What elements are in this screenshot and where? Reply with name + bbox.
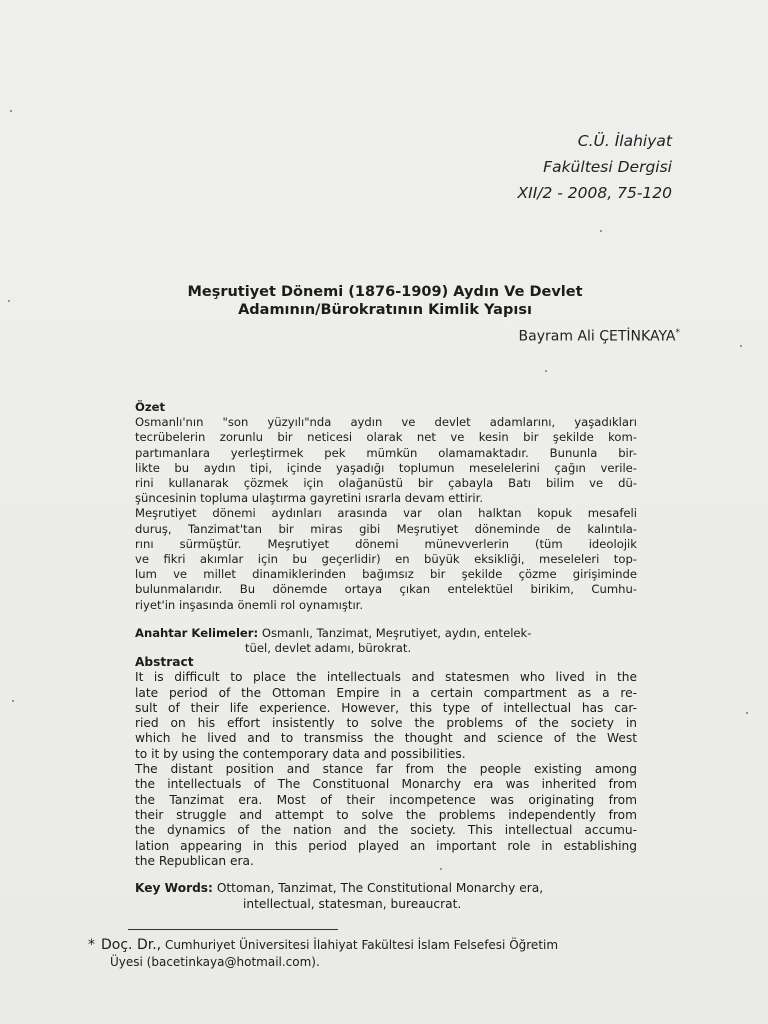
journal-subtitle-line: Fakültesi Dergisi: [543, 158, 672, 176]
key-words-section: [135, 880, 637, 912]
abstract-line: their struggle and attempt to solve the problems independently from: [135, 807, 637, 822]
ozet-line: rini kullanarak çözmek için olağanüstü bir çabayla Batı bilim ve dü-: [135, 476, 637, 491]
key-words-line-1: [135, 880, 637, 896]
journal-name-line: C.Ü. İlahiyat: [577, 132, 672, 150]
key-words-line-2: [135, 896, 637, 912]
abstract-line: lation appearing in this period played an important role in establishing: [135, 838, 637, 853]
key-words-label: Key Words:: [135, 881, 213, 895]
ozet-line: lum ve millet dinamiklerinden bağımsız bir şekilde çözme girişiminde: [135, 567, 637, 582]
scan-speck: [8, 300, 10, 302]
footnote-line-2: Üyesi (bacetinkaya@hotmail.com).: [110, 955, 320, 969]
article-author: [519, 328, 680, 345]
ozet-line: riyet'in inşasında önemli rol oynamıştır.: [135, 597, 364, 612]
abstract-heading: Abstract: [135, 655, 194, 669]
abstract-line: to it by using the contemporary data and possibilities.: [135, 746, 466, 761]
ozet-paragraph: [135, 415, 637, 613]
ozet-line: partımanlara yerleştirmek pek mümkün olamamaktadır. Bununla bir-: [135, 445, 637, 460]
abstract-line: It is difficult to place the intellectuals and statesmen who lived in the: [135, 670, 637, 685]
author-name: Bayram Ali ÇETİNKAYA: [518, 328, 676, 345]
author-footnote: [88, 937, 688, 971]
ozet-line: Meşrutiyet dönemi aydınları arasında var olan halktan kopuk mesafeli: [135, 506, 637, 521]
scan-speck: [12, 700, 14, 702]
journal-volume-line: XII/2 - 2008, 75-120: [517, 184, 672, 202]
ozet-heading: Özet: [135, 400, 166, 414]
key-words-terms-1: Ottoman, Tanzimat, The Constitutional Monarchy era,: [216, 881, 544, 895]
scan-speck: [746, 712, 748, 714]
ozet-line: rını sürmüştür. Meşrutiyet dönemi münevverlerin (tüm ideolojik: [135, 536, 637, 551]
abstract-line: sult of their life experience. However, this type of intellectual has car-: [135, 700, 637, 715]
abstract-line: the intellectuals of The Constituonal Monarchy era was inherited from: [135, 777, 637, 792]
ozet-section: [135, 400, 637, 613]
abstract-paragraph: [135, 670, 637, 869]
ozet-line: likte bu aydın tipi, içinde yaşadığı toplumun meselelerini çağın verile-: [135, 460, 637, 475]
abstract-line: the Tanzimat era. Most of their incompetence was originating from: [135, 792, 637, 807]
abstract-section: [135, 655, 637, 869]
ozet-line: şüncesinin topluma ulaştırma gayretini ısrarla devam ettirir.: [135, 491, 484, 506]
footnote-divider: [128, 929, 338, 930]
scan-speck: [545, 370, 547, 372]
anahtar-kelimeler-section: [135, 626, 637, 656]
scan-speck: [10, 110, 12, 112]
footnote-affiliation: Cumhuriyet Üniversitesi İlahiyat Fakültesi İslam Felsefesi Öğretim: [164, 938, 559, 952]
abstract-line: which he lived and to transmiss the thought and science of the West: [135, 731, 637, 746]
abstract-line: the dynamics of the nation and the society. This intellectual accumu-: [135, 823, 637, 838]
anahtar-line-1: [135, 626, 637, 641]
footnote-title: Doç. Dr.,: [101, 937, 162, 953]
scan-speck: [740, 345, 742, 347]
ozet-line: Osmanlı'nın "son yüzyılı"nda aydın ve devlet adamlarını, yaşadıkları: [135, 415, 637, 430]
key-words-terms-2: intellectual, statesman, bureaucrat.: [243, 897, 462, 911]
abstract-line: late period of the Ottoman Empire in a certain compartment as a re-: [135, 685, 637, 700]
journal-citation: [518, 128, 673, 206]
article-title: [120, 283, 650, 319]
article-title-line-2: Adamının/Bürokratının Kimlik Yapısı: [238, 302, 532, 318]
ozet-line: tecrübelerin zorunlu bir neticesi olarak net ve kesin bir şekilde kom-: [135, 430, 637, 445]
abstract-line: The distant position and stance far from the people existing among: [135, 762, 637, 777]
abstract-line: the Republican era.: [135, 853, 254, 868]
author-footnote-mark: *: [675, 328, 680, 338]
scan-speck: [440, 868, 442, 870]
anahtar-terms-2: tüel, devlet adamı, bürokrat.: [245, 641, 412, 656]
footnote-mark: *: [88, 937, 95, 953]
anahtar-label: Anahtar Kelimeler:: [135, 626, 259, 640]
ozet-line: duruş, Tanzimat'tan bir miras gibi Meşrutiyet döneminde de kalıntıla-: [135, 521, 637, 536]
ozet-line: bulunmalarıdır. Bu dönemde ortaya çıkan entelektüel birikim, Cumhu-: [135, 582, 637, 597]
scan-speck: [600, 230, 602, 232]
footnote-line-1: [88, 937, 688, 954]
abstract-line: ried on his effort insistently to solve the problems of the society in: [135, 716, 637, 731]
anahtar-terms-1: Osmanlı, Tanzimat, Meşrutiyet, aydın, entelek-: [261, 626, 532, 640]
ozet-line: ve fikri akımlar için bu geçerlidir) en büyük eksikliği, meseleleri top-: [135, 552, 637, 567]
article-title-line-1: Meşrutiyet Dönemi (1876-1909) Aydın Ve Devlet: [187, 284, 583, 300]
